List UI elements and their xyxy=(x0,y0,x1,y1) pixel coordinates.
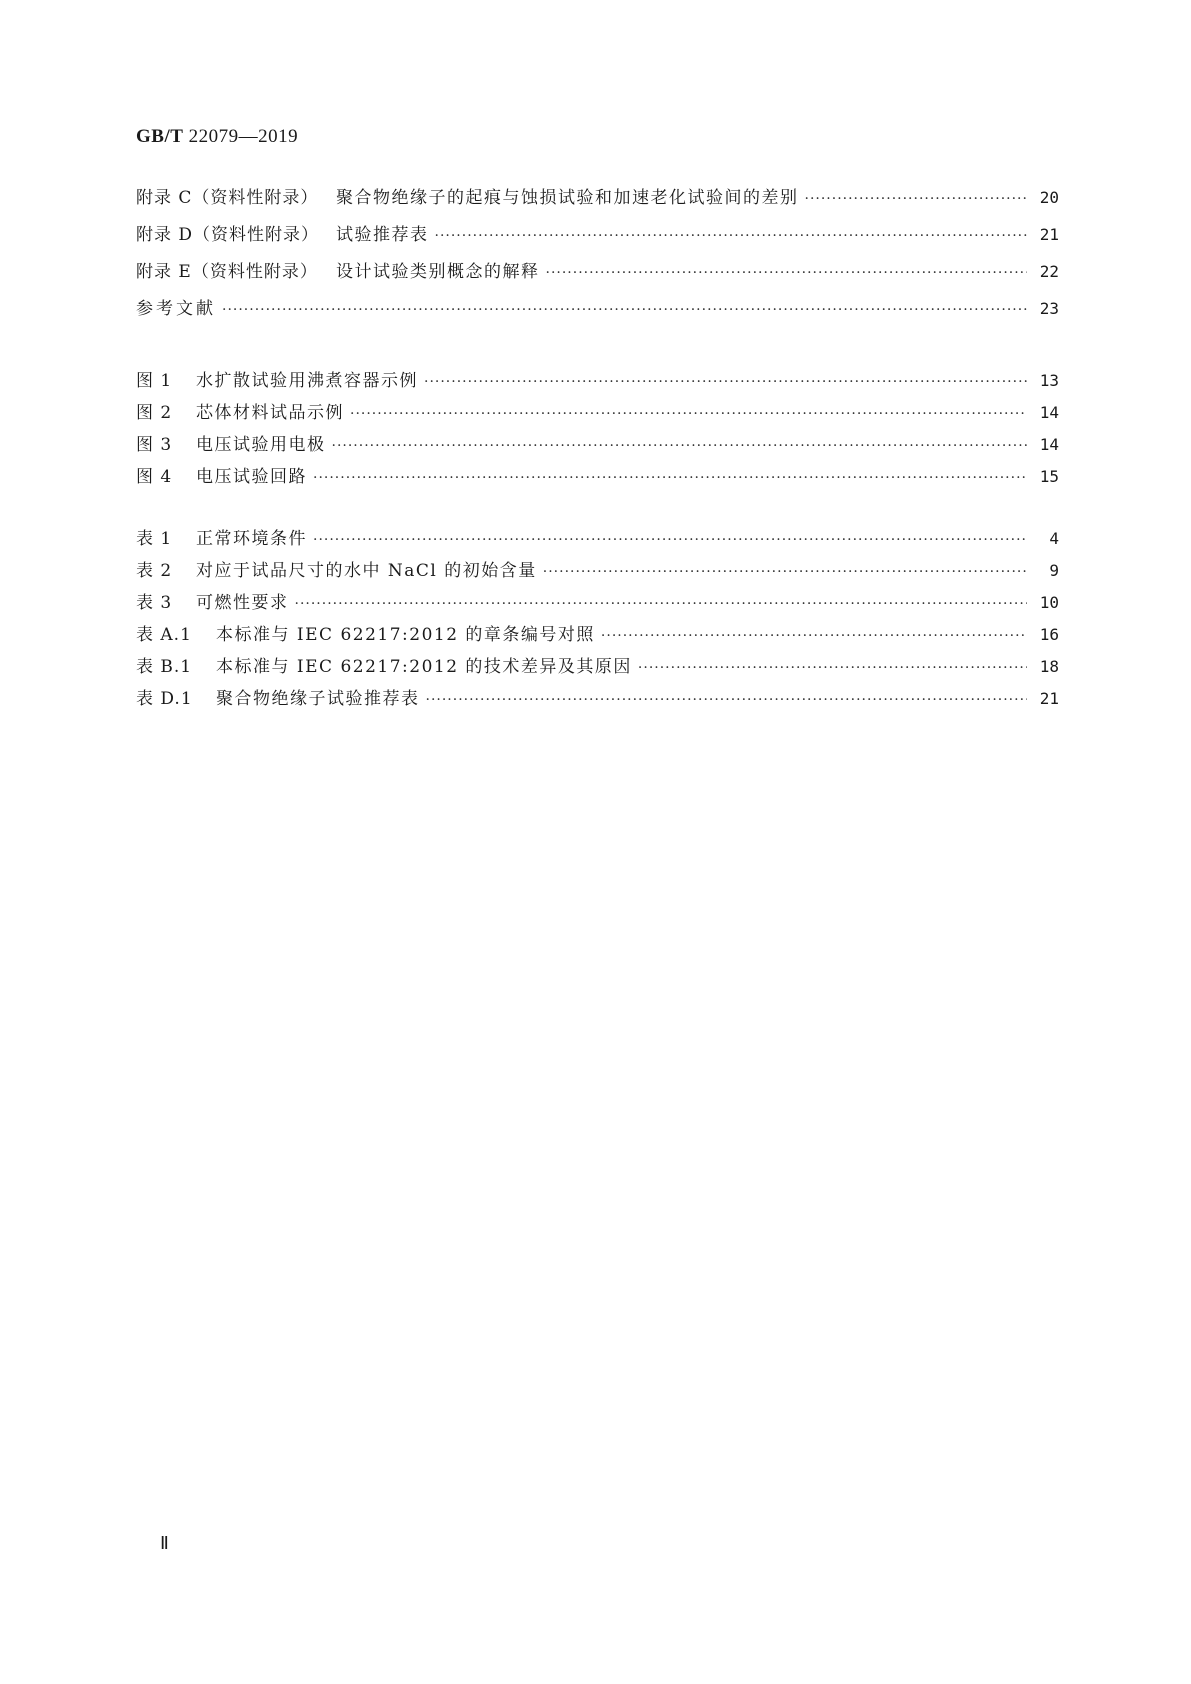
toc-leader-dots xyxy=(805,191,1028,207)
toc-entry-title: 电压试验回路 xyxy=(196,467,307,487)
toc-entry-label: 附录 C（资料性附录） xyxy=(136,188,319,208)
toc-leader-dots xyxy=(222,302,1027,318)
toc-entry-title: 对应于试品尺寸的水中 NaCl 的初始含量 xyxy=(196,561,537,581)
toc-leader-dots xyxy=(435,228,1028,244)
toc-entry-label: 表 1 xyxy=(136,529,173,549)
standard-code: GB/T xyxy=(136,126,184,147)
toc-entry[interactable] xyxy=(136,684,1059,716)
toc-leader-dots xyxy=(546,265,1028,281)
toc-entry-title: 芯体材料试品示例 xyxy=(196,403,344,423)
toc-entry[interactable] xyxy=(136,524,1059,556)
toc-leader-dots xyxy=(313,532,1027,548)
toc-entry-page: 14 xyxy=(1039,403,1059,422)
toc-entry-page: 22 xyxy=(1039,262,1059,281)
toc-entry[interactable] xyxy=(136,556,1059,588)
toc-entry-page: 15 xyxy=(1039,467,1059,486)
toc-leader-dots xyxy=(543,564,1027,580)
toc-entry[interactable] xyxy=(136,183,1059,220)
toc-entry-title: 本标准与 IEC 62217:2012 的技术差异及其原因 xyxy=(216,657,632,677)
toc-figure-list xyxy=(136,366,1059,494)
toc-entry-title: 可燃性要求 xyxy=(196,593,289,613)
toc-table-list xyxy=(136,524,1059,716)
toc-entry-page: 20 xyxy=(1039,188,1059,207)
toc-entry[interactable] xyxy=(136,220,1059,257)
toc-entry-page: 13 xyxy=(1039,371,1059,390)
toc-entry[interactable] xyxy=(136,430,1059,462)
toc-leader-dots xyxy=(295,596,1028,612)
page-folio: Ⅱ xyxy=(160,1533,169,1553)
toc-entry-label: 附录 D（资料性附录） xyxy=(136,225,320,245)
toc-entry-label: 附录 E（资料性附录） xyxy=(136,262,318,282)
toc-entry-title: 聚合物绝缘子的起痕与蚀损试验和加速老化试验间的差别 xyxy=(336,188,799,208)
toc-entry-title: 本标准与 IEC 62217:2012 的章条编号对照 xyxy=(216,625,595,645)
toc-entry-page: 14 xyxy=(1039,435,1059,454)
toc-entry[interactable] xyxy=(136,620,1059,652)
toc-entry-title: 设计试验类别概念的解释 xyxy=(336,262,540,282)
toc-entry[interactable] xyxy=(136,462,1059,494)
toc-entry-title: 试验推荐表 xyxy=(336,225,429,245)
toc-entry-page: 23 xyxy=(1039,299,1059,318)
toc-entry-title: 聚合物绝缘子试验推荐表 xyxy=(216,689,420,709)
toc-leader-dots xyxy=(601,628,1027,644)
toc-entry-title: 正常环境条件 xyxy=(196,529,307,549)
toc-entry-page: 4 xyxy=(1049,529,1059,548)
standard-number: 22079—2019 xyxy=(188,126,299,147)
document-header xyxy=(136,126,298,148)
toc-entry[interactable] xyxy=(136,398,1059,430)
toc-entry-title: 电压试验用电极 xyxy=(196,435,326,455)
toc-leader-dots xyxy=(332,438,1028,454)
toc-entry-label: 图 3 xyxy=(136,435,173,455)
toc-entry-page: 16 xyxy=(1039,625,1059,644)
toc-entry[interactable] xyxy=(136,294,1059,331)
toc-entry-page: 21 xyxy=(1039,689,1059,708)
toc-entry[interactable] xyxy=(136,652,1059,684)
toc-entry-title: 水扩散试验用沸煮容器示例 xyxy=(196,371,418,391)
toc-entry[interactable] xyxy=(136,257,1059,294)
toc-entry-label: 表 B.1 xyxy=(136,657,193,677)
toc-leader-dots xyxy=(426,692,1028,708)
toc-entry-label: 表 D.1 xyxy=(136,689,193,709)
toc-entry-label: 表 A.1 xyxy=(136,625,192,645)
toc-entry[interactable] xyxy=(136,366,1059,398)
toc-leader-dots xyxy=(350,406,1027,422)
toc-entry-label: 表 3 xyxy=(136,593,173,613)
toc-leader-dots xyxy=(313,470,1027,486)
toc-leader-dots xyxy=(424,374,1027,390)
toc-entry-page: 18 xyxy=(1039,657,1059,676)
toc-entry-label: 图 2 xyxy=(136,403,173,423)
toc-entry-label: 参考文献 xyxy=(136,299,216,319)
toc-entry-label: 图 4 xyxy=(136,467,173,487)
toc-entry-page: 21 xyxy=(1039,225,1059,244)
toc-entry-page: 9 xyxy=(1049,561,1059,580)
toc-leader-dots xyxy=(638,660,1027,676)
toc-entry[interactable] xyxy=(136,588,1059,620)
toc-annex-list xyxy=(136,183,1059,331)
toc-entry-label: 图 1 xyxy=(136,371,173,391)
toc-entry-label: 表 2 xyxy=(136,561,173,581)
toc-entry-page: 10 xyxy=(1039,593,1059,612)
